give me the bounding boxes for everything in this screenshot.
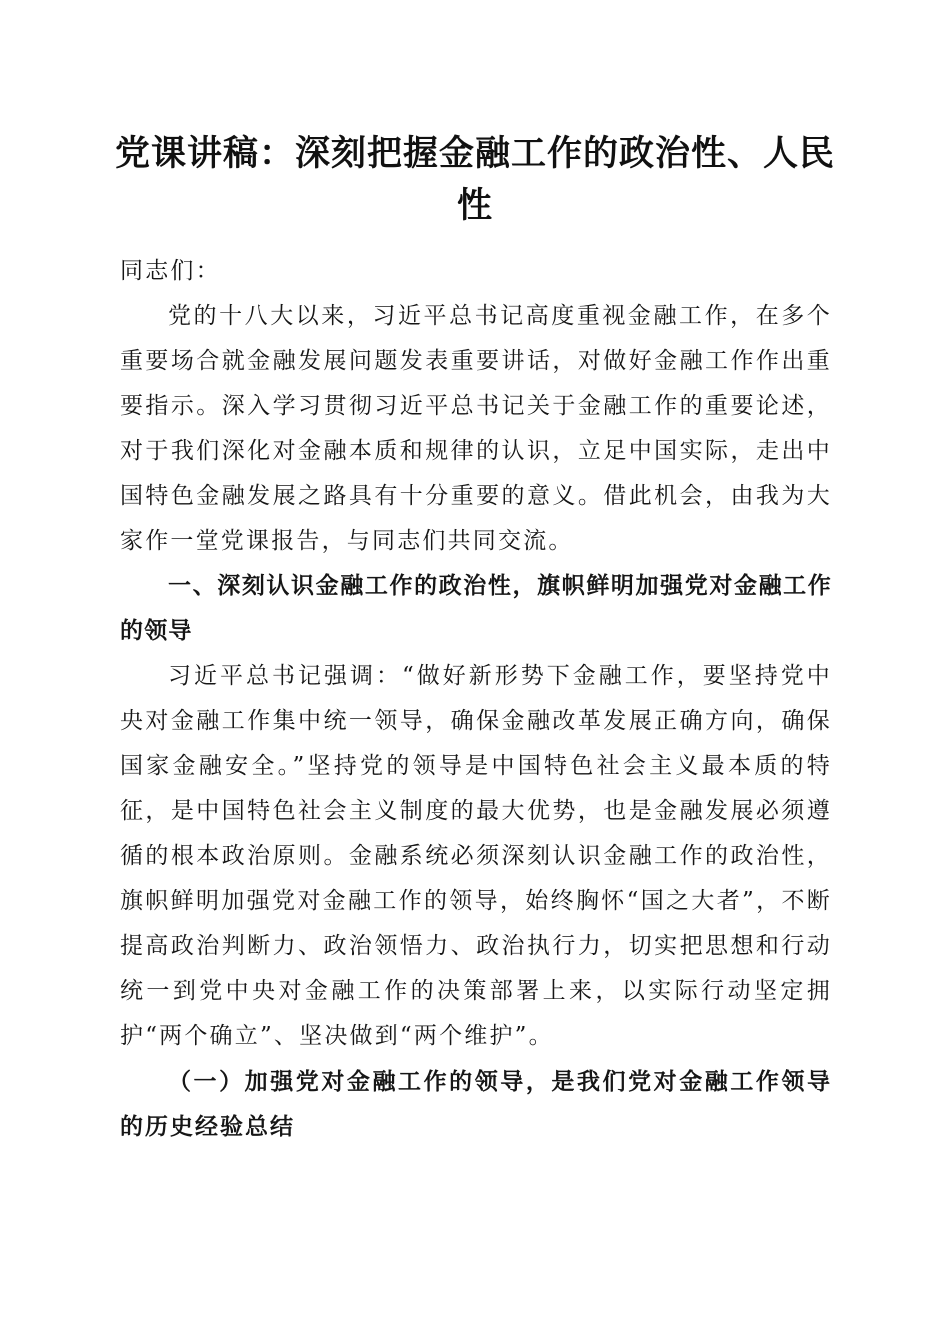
subsection-heading-1: （一）加强党对金融工作的领导，是我们党对金融工作领导的历史经验总结 xyxy=(120,1068,832,1140)
intro-paragraph: 党的十八大以来，习近平总书记高度重视金融工作，在多个重要场合就金融发展问题发表重要讲话，对做好金融工作作出重要指示。深入学习贯彻习近平总书记关于金融工作的重要论述，对于我们深化对金融本质和规律的认识，立足中国实际，走出中国特色金融发展之路具有十分重要的意义。借此机会，由我为大家作一堂党课报告，与同志们共同交流。 xyxy=(120,303,832,554)
salutation: 同志们： xyxy=(120,258,221,284)
document-title: 党课讲稿：深刻把握金融工作的政治性、人民性 xyxy=(114,133,835,226)
document-body xyxy=(120,249,832,1149)
section-heading-1: 一、深刻认识金融工作的政治性，旗帜鲜明加强党对金融工作的领导 xyxy=(120,573,832,644)
section-1-paragraph: 习近平总书记强调：“做好新形势下金融工作，要坚持党中央对金融工作集中统一领导，确保金融改革发展正确方向，确保国家金融安全。”坚持党的领导是中国特色社会主义最本质的特征，是中国特色社会主义制度的最大优势，也是金融发展必须遵循的根本政治原则。金融系统必须深刻认识金融工作的政治性，旗帜鲜明加强党对金融工作的领导，始终胸怀“国之大者”，不断提高政治判断力、政治领悟力、政治执行力，切实把思想和行动统一到党中央对金融工作的决策部署上来，以实际行动坚定拥护“两个确立”、坚决做到“两个维护”。 xyxy=(120,663,832,1049)
